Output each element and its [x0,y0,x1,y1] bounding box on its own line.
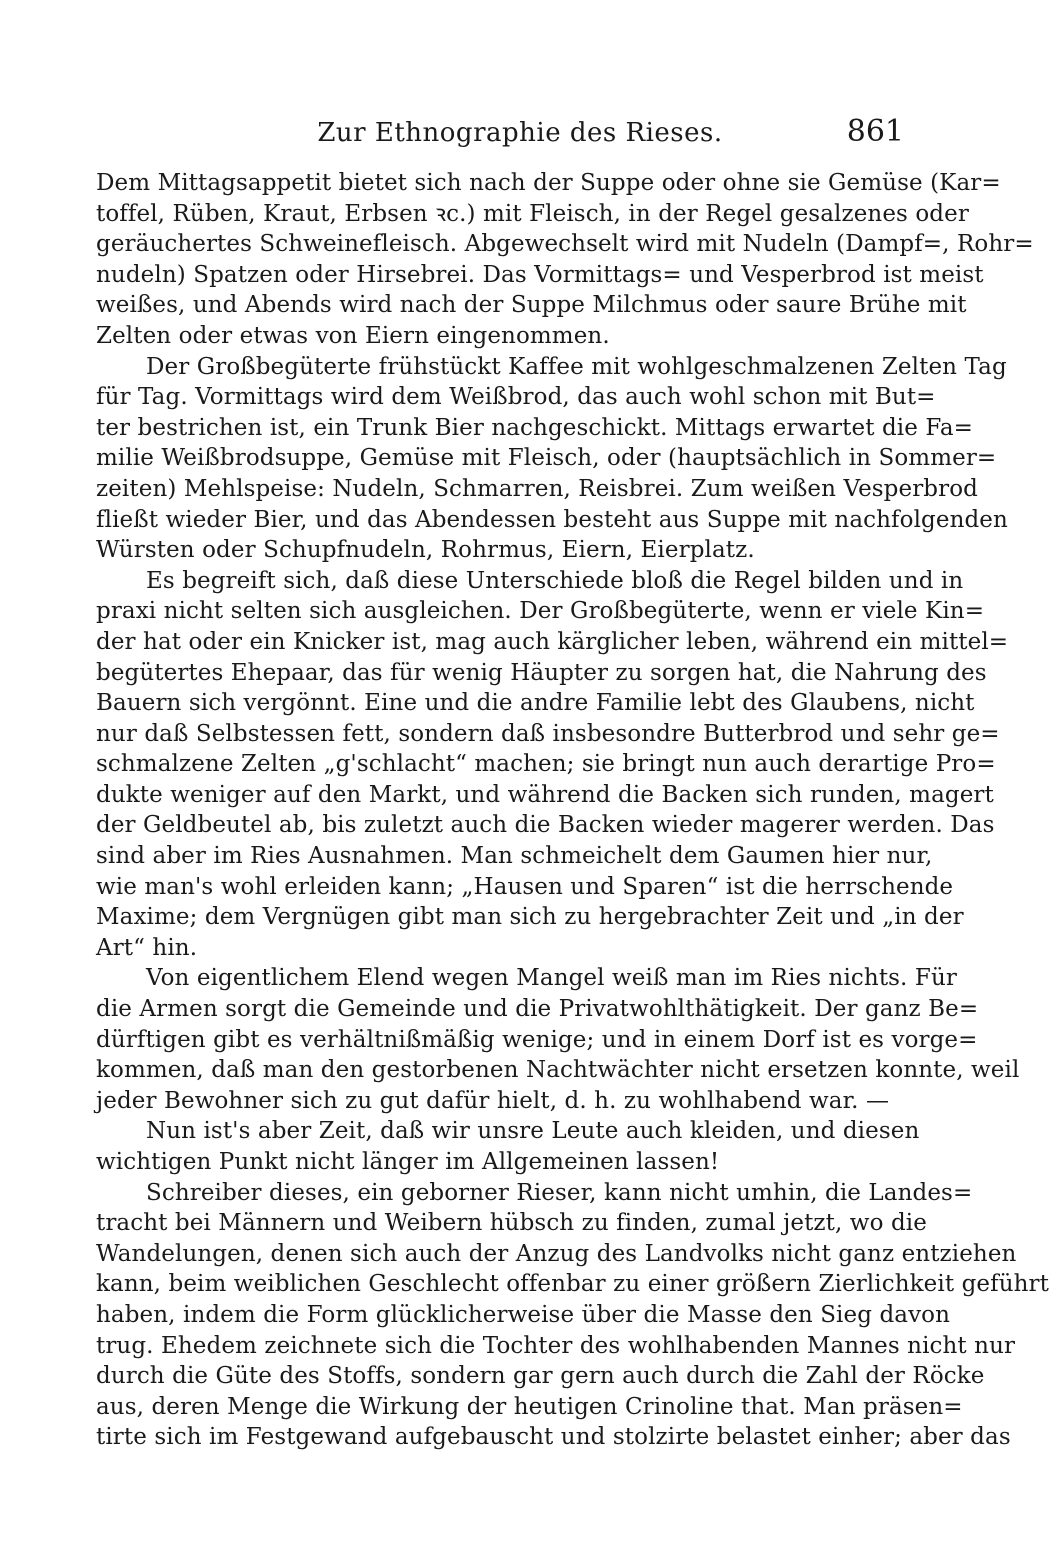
body-text [96,168,1049,1453]
text-line: Von eigentlichem Elend wegen Mangel weiß man im Ries nichts. Für [146,965,957,992]
text-line: Art“ hin. [96,934,198,961]
text-line: Nun ist's aber Zeit, daß wir unsre Leute auch kleiden, und diesen [146,1118,920,1145]
text-line: kann, beim weiblichen Geschlecht offenbar zu einer größern Zierlichkeit geführt [96,1271,1049,1298]
page-number: 861 [846,114,904,149]
text-line: milie Weißbrodsuppe, Gemüse mit Fleisch, oder (hauptsächlich in Sommer= [96,445,997,472]
text-line: durch die Güte des Stoffs, sondern gar gern auch durch die Zahl der Röcke [96,1363,985,1390]
text-line: Schreiber dieses, ein geborner Rieser, kann nicht umhin, die Landes= [146,1179,973,1206]
text-line: praxi nicht selten sich ausgleichen. Der Großbegüterte, wenn er viele Kin= [96,598,985,625]
text-line: dukte weniger auf den Markt, und während die Backen sich runden, magert [96,781,994,808]
text-line: wichtigen Punkt nicht länger im Allgemeinen lassen! [96,1149,720,1175]
text-line: der hat oder ein Knicker ist, mag auch kärglicher leben, während ein mittel= [96,628,1009,655]
text-line: begütertes Ehepaar, das für wenig Häupter zu sorgen hat, die Nahrung des [96,659,987,686]
text-line: Wandelungen, denen sich auch der Anzug des Landvolks nicht ganz entziehen [96,1240,1017,1267]
text-line: nudeln) Spatzen oder Hirsebrei. Das Vormittags= und Vesperbrod ist meist [96,261,984,288]
text-line: Dem Mittagsappetit bietet sich nach der Suppe oder ohne sie Gemüse (Kar= [96,170,1001,196]
text-line: Es begreift sich, daß diese Unterschiede bloß die Regel bilden und in [146,567,964,594]
page-header [96,114,904,158]
text-line: Maxime; dem Vergnügen gibt man sich zu hergebrachter Zeit und „in der [96,904,964,931]
text-line: Würsten oder Schupfnudeln, Rohrmus, Eiern, Eierplatz. [96,537,755,564]
text-line: für Tag. Vormittags wird dem Weißbrod, das auch wohl schon mit But= [96,384,936,411]
text-line: schmalzene Zelten „g'schlacht“ machen; sie bringt nun auch derartige Pro= [96,751,996,778]
text-line: Zelten oder etwas von Eiern eingenommen. [96,322,610,349]
text-line: weißes, und Abends wird nach der Suppe Milchmus oder saure Brühe mit [96,292,967,319]
text-line: fließt wieder Bier, und das Abendessen besteht aus Suppe mit nachfolgenden [96,506,1008,533]
text-line: dürftigen gibt es verhältnißmäßig wenige; und in einem Dorf ist es vorge= [96,1026,978,1053]
text-line: Der Großbegüterte frühstückt Kaffee mit wohlgeschmalzenen Zelten Tag [146,353,1007,380]
text-line: trug. Ehedem zeichnete sich die Tochter des wohlhabenden Mannes nicht nur [96,1332,1016,1359]
text-line: haben, indem die Form glücklicherweise über die Masse den Sieg davon [96,1301,951,1328]
text-line: zeiten) Mehlspeise: Nudeln, Schmarren, Reisbrei. Zum weißen Vesperbrod [96,475,978,502]
text-line: Bauern sich vergönnt. Eine und die andre Familie lebt des Glaubens, nicht [96,690,975,717]
text-line: die Armen sorgt die Gemeinde und die Privatwohlthätigkeit. Der ganz Be= [96,996,979,1023]
text-line: ter bestrichen ist, ein Trunk Bier nachgeschickt. Mittags erwartet die Fa= [96,414,974,441]
text-line: tirte sich im Festgewand aufgebauscht und stolzirte belastet einher; aber das [96,1424,1011,1451]
text-line: aus, deren Menge die Wirkung der heutigen Crinoline that. Man präsen= [96,1393,963,1420]
text-line: toffel, Rüben, Kraut, Erbsen ꝛc.) mit Fleisch, in der Regel gesalzenes oder [96,200,969,227]
text-line: geräuchertes Schweinefleisch. Abgewechselt wird mit Nudeln (Dampf=, Rohr= [96,231,1034,258]
text-line: tracht bei Männern und Weibern hübsch zu finden, zumal jetzt, wo die [96,1210,927,1237]
text-line: nur daß Selbstessen fett, sondern daß insbesondre Butterbrod und sehr ge= [96,720,1000,747]
text-line: der Geldbeutel ab, bis zuletzt auch die Backen wieder magerer werden. Das [96,812,995,839]
text-line: wie man's wohl erleiden kann; „Hausen und Sparen“ ist die herrschende [96,873,954,900]
text-line: jeder Bewohner sich zu gut dafür hielt, d. h. zu wohlhabend war. — [96,1087,890,1114]
text-line: sind aber im Ries Ausnahmen. Man schmeichelt dem Gaumen hier nur, [96,843,933,870]
text-line: kommen, daß man den gestorbenen Nachtwächter nicht ersetzen konnte, weil [96,1057,1020,1084]
running-title: Zur Ethnographie des Rieses. [317,118,723,148]
